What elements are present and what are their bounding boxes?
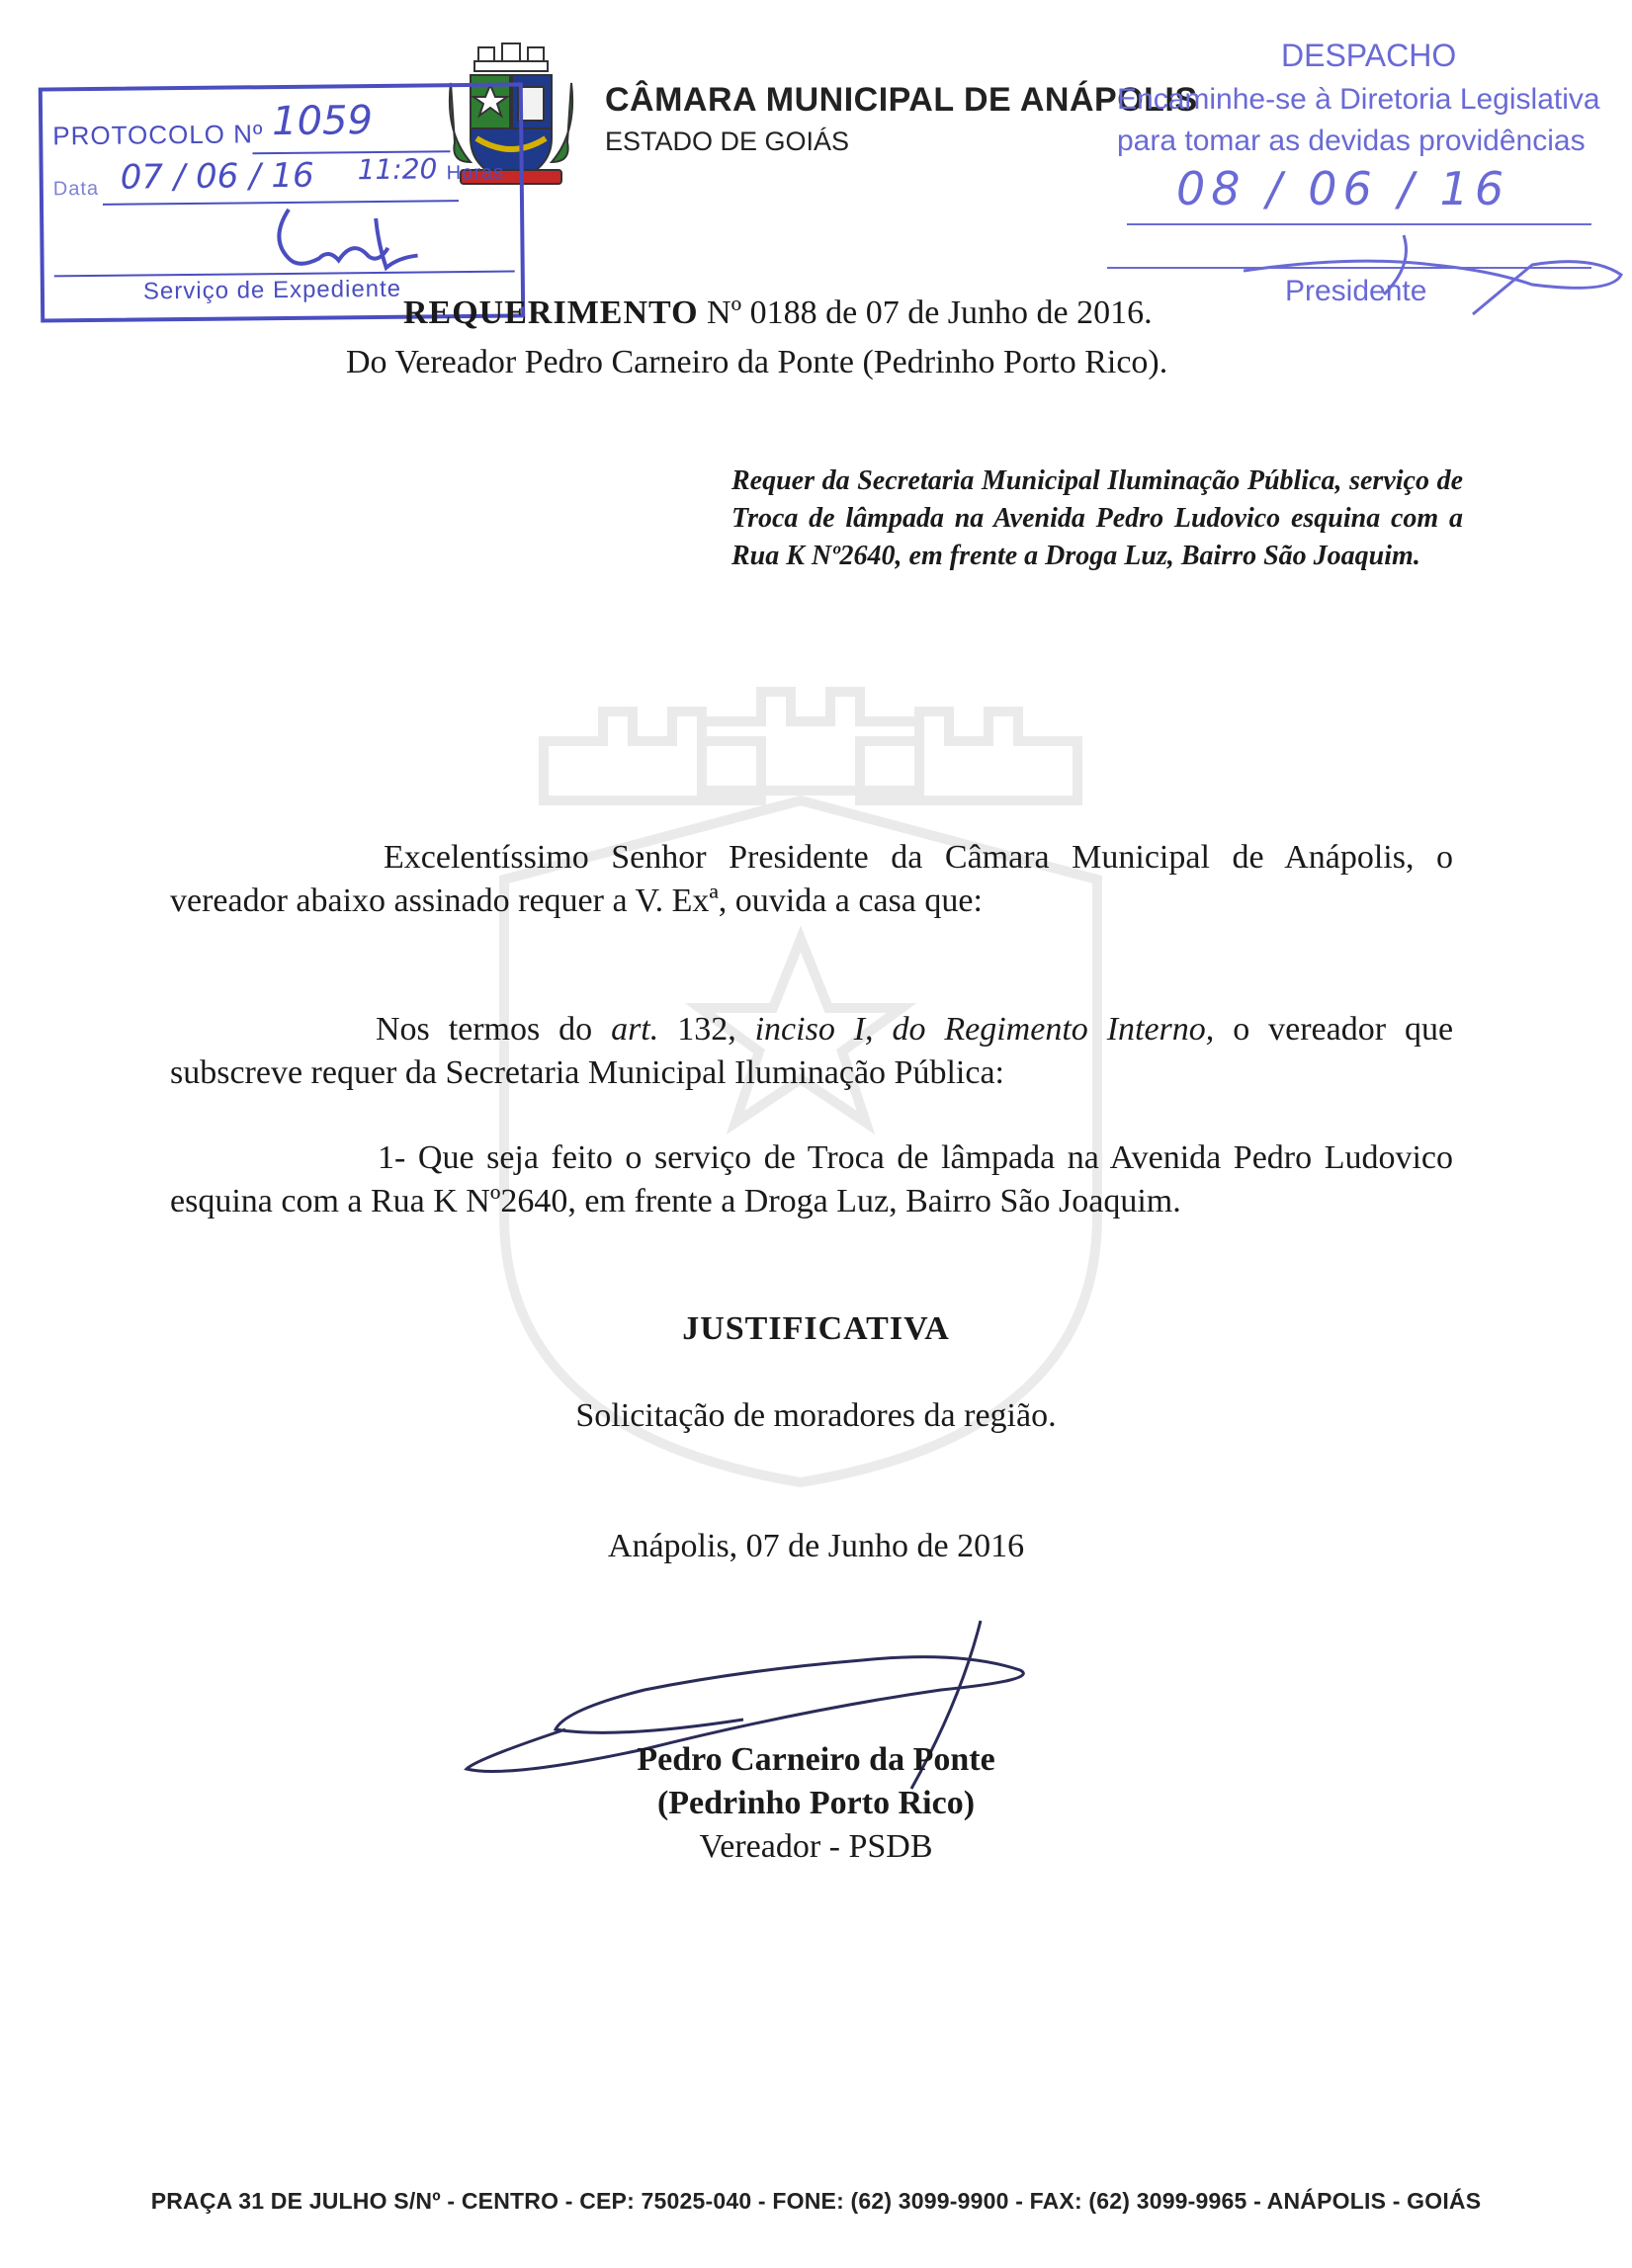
protocolo-date: 07 / 06 / 16 bbox=[120, 155, 314, 198]
date-line: Anápolis, 07 de Junho de 2016 bbox=[607, 1528, 1025, 1564]
protocolo-number: 1059 bbox=[271, 98, 374, 145]
paragraph-item-1-text: 1- Que seja feito o serviço de Troca de lâmpada na Avenida Pedro Ludovico esquina com a Rua K Nº2640, em frente a Droga Luz, Bairro São Joaquim. bbox=[170, 1139, 1453, 1219]
despacho-line1: Encaminhe-se à Diretoria Legislativa bbox=[1117, 83, 1600, 116]
protocolo-time: 11:20 bbox=[357, 152, 438, 187]
justificativa-heading: JUSTIFICATIVA bbox=[682, 1310, 950, 1347]
signature-nickname: (Pedrinho Porto Rico) bbox=[656, 1785, 976, 1821]
paragraph-salutation-text: Excelentíssimo Senhor Presidente da Câmara Municipal de Anápolis, o vereador abaixo assinado requer a V. Exª, ouvida a casa que: bbox=[170, 839, 1453, 919]
paragraph-item-1 bbox=[170, 1136, 1453, 1223]
despacho-stamp bbox=[1107, 38, 1621, 314]
p2-text-c: o vereador que subscreve requer da Secretaria Municipal Iluminação Pública: bbox=[170, 1011, 1454, 1091]
header-subtitle: ESTADO DE GOIÁS bbox=[605, 126, 850, 156]
signature-name: Pedro Carneiro da Ponte bbox=[637, 1741, 995, 1778]
requerimento-author: Do Vereador Pedro Carneiro da Ponte (Pedrinho Porto Rico). bbox=[346, 344, 1168, 380]
requerimento-label: REQUERIMENTO bbox=[403, 294, 699, 331]
requerimento-title bbox=[403, 294, 1153, 332]
p2-text-b: 132, bbox=[677, 1011, 736, 1048]
handwritten-signature bbox=[447, 1621, 1060, 1808]
paragraph-legal-basis bbox=[170, 1008, 1453, 1095]
protocolo-footer: Serviço de Expediente bbox=[142, 275, 402, 305]
justificativa-text: Solicitação de moradores da região. bbox=[575, 1397, 1057, 1434]
p2-art: art. bbox=[611, 1011, 659, 1048]
despacho-line2: para tomar as devidas providências bbox=[1117, 125, 1586, 157]
protocolo-label: PROTOCOLO Nº bbox=[52, 119, 264, 151]
despacho-signer: Presidente bbox=[1285, 275, 1427, 307]
header-title: CÂMARA MUNICIPAL DE ANÁPOLIS bbox=[605, 81, 1198, 119]
protocolo-date-label: Data bbox=[52, 177, 100, 201]
signature-role: Vereador - PSDB bbox=[699, 1828, 933, 1865]
footer-address: PRAÇA 31 DE JULHO S/Nº - CENTRO - CEP: 75025-040 - FONE: (62) 3099-9900 - FAX: (62) 3099-9965 - ANÁPOLIS - GOIÁS bbox=[150, 2188, 1482, 2214]
requerimento-number: Nº 0188 de 07 de Junho de 2016. bbox=[707, 294, 1153, 331]
protocolo-stamp bbox=[39, 82, 525, 322]
despacho-date: 08 / 06 / 16 bbox=[1176, 162, 1510, 215]
protocolo-hours-label: Horas bbox=[446, 161, 505, 185]
despacho-title: DESPACHO bbox=[1281, 38, 1457, 73]
ementa: Requer da Secretaria Municipal Iluminação Pública, serviço de Troca de lâmpada na Avenida Pedro Ludovico esquina com a Rua K Nº2640, em frente a Droga Luz, Bairro São Joaquim. bbox=[731, 465, 1463, 571]
despacho-signature bbox=[1236, 225, 1631, 314]
paragraph-salutation bbox=[170, 836, 1453, 923]
p2-inciso: inciso I, do Regimento Interno, bbox=[754, 1011, 1215, 1048]
p2-text-a: Nos termos do bbox=[376, 1011, 593, 1048]
